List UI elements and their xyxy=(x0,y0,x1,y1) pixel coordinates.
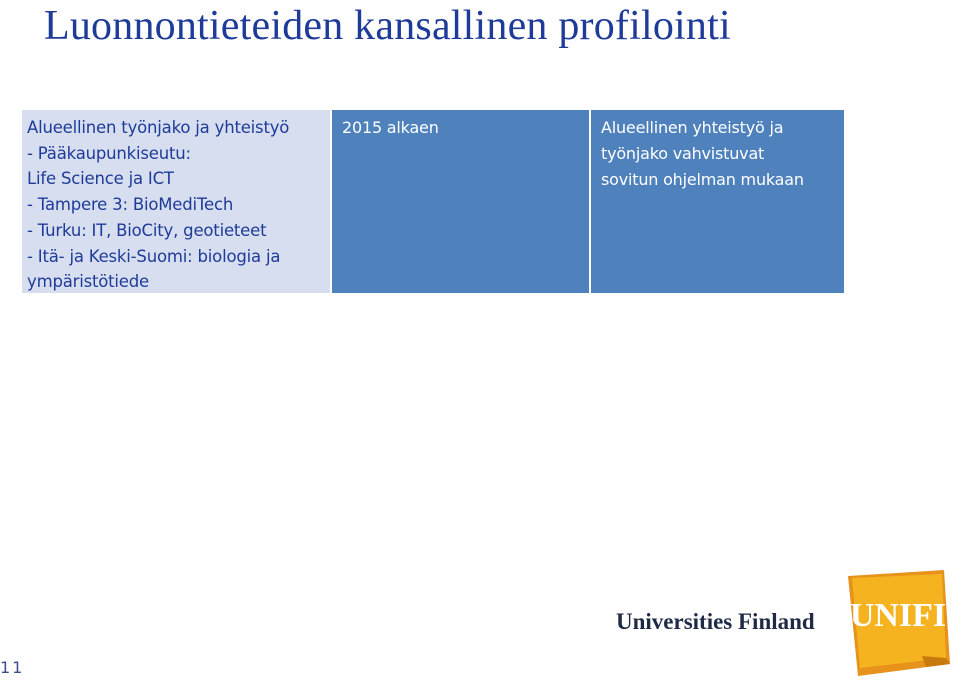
table-line: - Turku: IT, BioCity, geotieteet xyxy=(27,220,267,240)
table-line: Life Science ja ICT xyxy=(27,169,174,189)
table-cell-timeline xyxy=(332,110,591,293)
slide-title: Luonnontieteiden kansallinen profilointi xyxy=(44,3,731,49)
table-line: Alueellinen yhteistyö ja xyxy=(601,118,784,137)
table-line: työnjako vahvistuvat xyxy=(601,143,765,163)
table-line: sovitun ohjelman mukaan xyxy=(601,169,804,189)
table-line: 2015 alkaen xyxy=(342,118,439,137)
table-line: - Tampere 3: BioMediTech xyxy=(27,195,234,215)
svg-text:UNIFI: UNIFI xyxy=(849,597,947,634)
table-cell-outcome xyxy=(591,110,844,293)
unifi-logo-icon xyxy=(844,568,952,678)
table-line: ympäristötiede xyxy=(27,272,149,292)
content-table xyxy=(22,110,844,293)
table-line: - Pääkaupunkiseutu: xyxy=(27,143,191,163)
universities-finland-wordmark: Universities Finland xyxy=(616,609,815,634)
page-number: 11 xyxy=(0,658,25,677)
table-line: - Itä- ja Keski-Suomi: biologia ja xyxy=(27,246,281,266)
table-cell-regional-division xyxy=(22,110,332,293)
table-line: Alueellinen työnjako ja yhteistyö xyxy=(27,118,290,137)
